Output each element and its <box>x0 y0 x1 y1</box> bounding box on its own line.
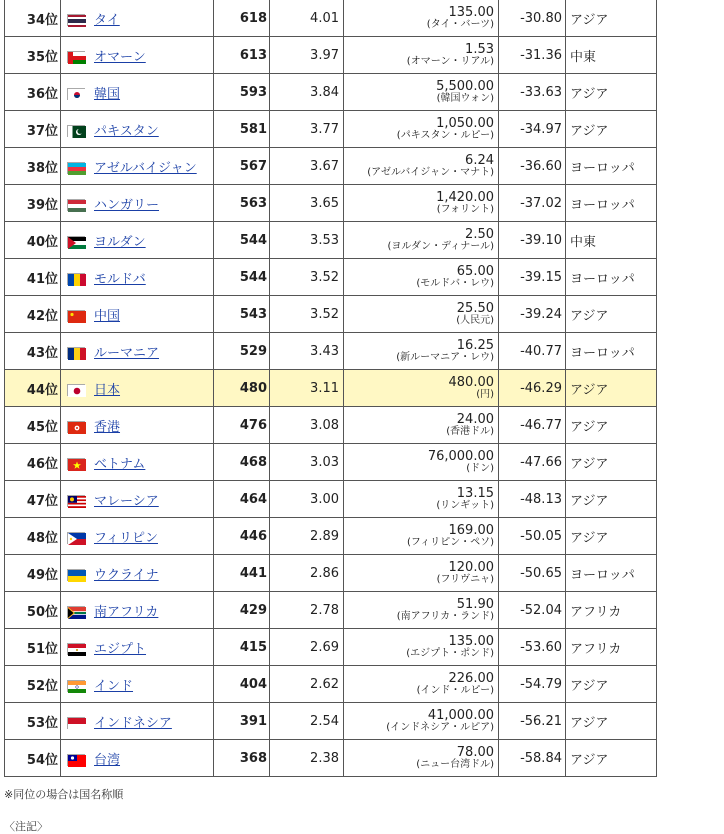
pk-flag-icon <box>67 125 85 137</box>
eg-flag-icon <box>67 643 85 655</box>
currency-unit: (エジプト・ポンド) <box>406 647 494 659</box>
usd-price-cell: 3.67 <box>270 148 344 185</box>
local-price-cell <box>344 185 499 222</box>
currency-unit: (モルドバ・レウ) <box>416 277 494 289</box>
region-cell: ヨーロッパ <box>566 555 657 592</box>
usd-price-cell: 2.54 <box>270 703 344 740</box>
currency-unit: (円) <box>476 388 494 400</box>
country-cell <box>61 666 214 703</box>
table-row <box>5 333 657 370</box>
ranking-table <box>4 0 657 777</box>
usd-price-cell: 2.86 <box>270 555 344 592</box>
local-amount: 16.25 <box>456 337 494 353</box>
th-flag-icon <box>67 14 85 26</box>
country-cell <box>61 555 214 592</box>
region-cell: アジア <box>566 296 657 333</box>
local-amount: 1,050.00 <box>436 115 494 131</box>
currency-unit: (ドン) <box>466 462 494 474</box>
diff-cell: -53.60 <box>499 629 566 666</box>
local-amount: 1.53 <box>465 41 494 57</box>
diff-cell: -40.77 <box>499 333 566 370</box>
table-row <box>5 37 657 74</box>
footnote: ※同位の場合は国名称順 <box>4 788 124 801</box>
diff-cell: -31.36 <box>499 37 566 74</box>
currency-unit: (オマーン・リアル) <box>406 55 494 67</box>
country-link[interactable]: ルーマニア <box>94 345 160 361</box>
diff-cell: -37.02 <box>499 185 566 222</box>
my-flag-icon <box>67 495 85 507</box>
local-price-cell <box>344 296 499 333</box>
diff-cell: -54.79 <box>499 666 566 703</box>
local-price-cell <box>344 111 499 148</box>
usd-price-cell: 3.43 <box>270 333 344 370</box>
rank-cell: 53位 <box>5 703 61 740</box>
usd-price-cell: 3.53 <box>270 222 344 259</box>
country-cell <box>61 222 214 259</box>
region-cell: アジア <box>566 370 657 407</box>
vn-flag-icon <box>67 458 85 470</box>
table-row <box>5 629 657 666</box>
local-amount: 25.50 <box>456 300 494 316</box>
rank-cell: 37位 <box>5 111 61 148</box>
country-link[interactable]: ハンガリー <box>94 197 160 213</box>
country-cell <box>61 74 214 111</box>
usd-price-cell: 2.89 <box>270 518 344 555</box>
table-row <box>5 0 657 37</box>
ranking-table-body <box>5 0 657 777</box>
index-cell: 446 <box>214 518 270 555</box>
rank-cell: 38位 <box>5 148 61 185</box>
cn-flag-icon <box>67 310 85 322</box>
index-cell: 464 <box>214 481 270 518</box>
region-cell: アジア <box>566 703 657 740</box>
usd-price-cell: 3.00 <box>270 481 344 518</box>
rank-cell: 49位 <box>5 555 61 592</box>
currency-unit: (フリヴニャ) <box>436 573 494 585</box>
rank-cell: 45位 <box>5 407 61 444</box>
currency-unit: (ニュー台湾ドル) <box>416 758 494 770</box>
diff-cell: -56.21 <box>499 703 566 740</box>
country-link[interactable]: パキスタン <box>94 123 159 139</box>
region-cell: アフリカ <box>566 592 657 629</box>
table-row <box>5 222 657 259</box>
local-price-cell <box>344 740 499 777</box>
local-amount: 24.00 <box>456 411 494 427</box>
jo-flag-icon <box>67 236 85 248</box>
table-row <box>5 555 657 592</box>
currency-unit: (タイ・バーツ) <box>426 18 494 30</box>
rank-cell: 46位 <box>5 444 61 481</box>
region-cell: アジア <box>566 666 657 703</box>
jp-flag-icon <box>67 384 85 396</box>
usd-price-cell: 2.69 <box>270 629 344 666</box>
region-cell: アジア <box>566 740 657 777</box>
table-row <box>5 666 657 703</box>
region-cell: 中東 <box>566 222 657 259</box>
currency-unit: (インド・ルピー) <box>416 684 494 696</box>
country-cell <box>61 629 214 666</box>
country-cell <box>61 592 214 629</box>
local-price-cell <box>344 629 499 666</box>
currency-unit: (パキスタン・ルピー) <box>396 129 494 141</box>
index-cell: 593 <box>214 74 270 111</box>
diff-cell: -39.24 <box>499 296 566 333</box>
currency-unit: (新ルーマニア・レウ) <box>396 351 494 363</box>
kr-flag-icon <box>67 88 85 100</box>
country-cell <box>61 703 214 740</box>
local-price-cell <box>344 370 499 407</box>
rank-cell: 47位 <box>5 481 61 518</box>
country-link[interactable]: フィリピン <box>94 530 158 546</box>
index-cell: 429 <box>214 592 270 629</box>
diff-cell: -50.05 <box>499 518 566 555</box>
index-cell: 581 <box>214 111 270 148</box>
country-link[interactable]: 中国 <box>94 308 121 324</box>
index-cell: 441 <box>214 555 270 592</box>
rank-cell: 51位 <box>5 629 61 666</box>
rank-cell: 41位 <box>5 259 61 296</box>
local-amount: 5,500.00 <box>436 78 494 94</box>
index-cell: 404 <box>214 666 270 703</box>
local-price-cell <box>344 0 499 37</box>
diff-cell: -30.80 <box>499 0 566 37</box>
currency-unit: (インドネシア・ルピア) <box>386 721 494 733</box>
currency-unit: (南アフリカ・ランド) <box>396 610 494 622</box>
rank-cell: 34位 <box>5 0 61 37</box>
country-cell <box>61 407 214 444</box>
local-amount: 41,000.00 <box>427 707 494 723</box>
local-price-cell <box>344 703 499 740</box>
local-amount: 51.90 <box>456 596 494 612</box>
country-cell <box>61 0 214 37</box>
local-amount: 135.00 <box>448 4 494 20</box>
usd-price-cell: 3.11 <box>270 370 344 407</box>
country-link[interactable]: マレーシア <box>94 493 159 509</box>
rank-cell: 42位 <box>5 296 61 333</box>
md-flag-icon <box>67 273 85 285</box>
local-price-cell <box>344 333 499 370</box>
usd-price-cell: 3.77 <box>270 111 344 148</box>
country-cell <box>61 333 214 370</box>
index-cell: 544 <box>214 259 270 296</box>
region-cell: ヨーロッパ <box>566 259 657 296</box>
country-link[interactable]: 日本 <box>94 382 121 398</box>
local-price-cell <box>344 518 499 555</box>
local-amount: 480.00 <box>448 374 494 390</box>
region-cell: アジア <box>566 444 657 481</box>
rank-cell: 35位 <box>5 37 61 74</box>
index-cell: 543 <box>214 296 270 333</box>
rank-cell: 52位 <box>5 666 61 703</box>
country-cell <box>61 444 214 481</box>
ph-flag-icon <box>67 532 85 544</box>
currency-unit: (フォリント) <box>436 203 494 215</box>
ro-flag-icon <box>67 347 85 359</box>
country-link[interactable]: アゼルバイジャン <box>94 160 197 176</box>
currency-unit: (韓国ウォン) <box>436 92 494 104</box>
index-cell: 613 <box>214 37 270 74</box>
table-row <box>5 148 657 185</box>
usd-price-cell: 3.03 <box>270 444 344 481</box>
currency-unit: (アゼルバイジャン・マナト) <box>367 166 494 178</box>
region-cell: ヨーロッパ <box>566 148 657 185</box>
usd-price-cell: 3.52 <box>270 259 344 296</box>
country-link[interactable]: タイ <box>94 12 120 28</box>
currency-unit: (ヨルダン・ディナール) <box>387 240 494 252</box>
index-cell: 415 <box>214 629 270 666</box>
usd-price-cell: 3.97 <box>270 37 344 74</box>
currency-unit: (人民元) <box>456 314 494 326</box>
country-cell <box>61 37 214 74</box>
country-link[interactable]: 南アフリカ <box>94 604 159 620</box>
usd-price-cell: 3.08 <box>270 407 344 444</box>
country-cell <box>61 481 214 518</box>
local-amount: 65.00 <box>456 263 494 279</box>
index-cell: 618 <box>214 0 270 37</box>
table-row <box>5 259 657 296</box>
rank-cell: 43位 <box>5 333 61 370</box>
usd-price-cell: 4.01 <box>270 0 344 37</box>
local-price-cell <box>344 592 499 629</box>
diff-cell: -58.84 <box>499 740 566 777</box>
diff-cell: -47.66 <box>499 444 566 481</box>
country-cell <box>61 370 214 407</box>
diff-cell: -39.10 <box>499 222 566 259</box>
rank-cell: 48位 <box>5 518 61 555</box>
diff-cell: -36.60 <box>499 148 566 185</box>
tw-flag-icon <box>67 754 85 766</box>
country-link[interactable]: エジプト <box>94 641 147 657</box>
country-link[interactable]: 香港 <box>94 419 121 435</box>
diff-cell: -48.13 <box>499 481 566 518</box>
usd-price-cell: 3.65 <box>270 185 344 222</box>
diff-cell: -50.65 <box>499 555 566 592</box>
table-row <box>5 407 657 444</box>
local-price-cell <box>344 666 499 703</box>
table-row <box>5 296 657 333</box>
usd-price-cell: 3.52 <box>270 296 344 333</box>
local-price-cell <box>344 222 499 259</box>
usd-price-cell: 3.84 <box>270 74 344 111</box>
country-link[interactable]: ヨルダン <box>94 234 146 250</box>
country-link[interactable]: インドネシア <box>94 715 172 731</box>
usd-price-cell: 2.38 <box>270 740 344 777</box>
local-amount: 135.00 <box>448 633 494 649</box>
currency-unit: (リンギット) <box>436 499 494 511</box>
local-price-cell <box>344 37 499 74</box>
table-row <box>5 74 657 111</box>
local-price-cell <box>344 407 499 444</box>
country-cell <box>61 259 214 296</box>
local-amount: 120.00 <box>448 559 494 575</box>
index-cell: 529 <box>214 333 270 370</box>
country-cell <box>61 148 214 185</box>
country-cell <box>61 518 214 555</box>
region-cell: アジア <box>566 74 657 111</box>
rank-cell: 44位 <box>5 370 61 407</box>
currency-unit: (フィリピン・ペソ) <box>406 536 494 548</box>
hu-flag-icon <box>67 199 85 211</box>
usd-price-cell: 2.78 <box>270 592 344 629</box>
local-price-cell <box>344 74 499 111</box>
diff-cell: -39.15 <box>499 259 566 296</box>
local-price-cell <box>344 259 499 296</box>
hk-flag-icon <box>67 421 85 433</box>
index-cell: 391 <box>214 703 270 740</box>
local-price-cell <box>344 555 499 592</box>
diff-cell: -33.63 <box>499 74 566 111</box>
local-amount: 226.00 <box>448 670 494 686</box>
country-link[interactable]: モルドバ <box>94 271 146 287</box>
region-cell: アフリカ <box>566 629 657 666</box>
diff-cell: -46.77 <box>499 407 566 444</box>
az-flag-icon <box>67 162 85 174</box>
notes-heading: 〈注記〉 <box>4 820 48 833</box>
table-row <box>5 185 657 222</box>
local-amount: 2.50 <box>465 226 494 242</box>
diff-cell: -46.29 <box>499 370 566 407</box>
index-cell: 468 <box>214 444 270 481</box>
table-row <box>5 481 657 518</box>
table-row <box>5 703 657 740</box>
country-cell <box>61 185 214 222</box>
table-row <box>5 518 657 555</box>
index-cell: 563 <box>214 185 270 222</box>
table-row <box>5 370 657 407</box>
country-link[interactable]: 台湾 <box>94 752 121 768</box>
za-flag-icon <box>67 606 85 618</box>
local-price-cell <box>344 481 499 518</box>
region-cell: アジア <box>566 518 657 555</box>
index-cell: 368 <box>214 740 270 777</box>
local-price-cell <box>344 444 499 481</box>
local-amount: 1,420.00 <box>436 189 494 205</box>
usd-price-cell: 2.62 <box>270 666 344 703</box>
in-flag-icon <box>67 680 85 692</box>
region-cell: アジア <box>566 0 657 37</box>
table-row <box>5 740 657 777</box>
id-flag-icon <box>67 717 85 729</box>
region-cell: アジア <box>566 407 657 444</box>
rank-cell: 36位 <box>5 74 61 111</box>
index-cell: 544 <box>214 222 270 259</box>
index-cell: 480 <box>214 370 270 407</box>
country-cell <box>61 111 214 148</box>
rank-cell: 54位 <box>5 740 61 777</box>
region-cell: ヨーロッパ <box>566 333 657 370</box>
diff-cell: -52.04 <box>499 592 566 629</box>
rank-cell: 50位 <box>5 592 61 629</box>
table-row <box>5 592 657 629</box>
region-cell: アジア <box>566 481 657 518</box>
country-link[interactable]: インド <box>94 678 134 694</box>
local-amount: 78.00 <box>456 744 494 760</box>
country-link[interactable]: ベトナム <box>94 456 146 472</box>
country-link[interactable]: オマーン <box>94 49 146 65</box>
table-row <box>5 444 657 481</box>
region-cell: ヨーロッパ <box>566 185 657 222</box>
region-cell: 中東 <box>566 37 657 74</box>
local-amount: 13.15 <box>456 485 494 501</box>
local-amount: 6.24 <box>465 152 494 168</box>
local-price-cell <box>344 148 499 185</box>
country-cell <box>61 740 214 777</box>
currency-unit: (香港ドル) <box>446 425 494 437</box>
diff-cell: -34.97 <box>499 111 566 148</box>
index-cell: 476 <box>214 407 270 444</box>
rank-cell: 40位 <box>5 222 61 259</box>
country-cell <box>61 296 214 333</box>
country-link[interactable]: 韓国 <box>94 86 121 102</box>
region-cell: アジア <box>566 111 657 148</box>
index-cell: 567 <box>214 148 270 185</box>
country-link[interactable]: ウクライナ <box>94 567 159 583</box>
ua-flag-icon <box>67 569 85 581</box>
rank-cell: 39位 <box>5 185 61 222</box>
om-flag-icon <box>67 51 85 63</box>
local-amount: 169.00 <box>448 522 494 538</box>
local-amount: 76,000.00 <box>427 448 494 464</box>
table-row <box>5 111 657 148</box>
